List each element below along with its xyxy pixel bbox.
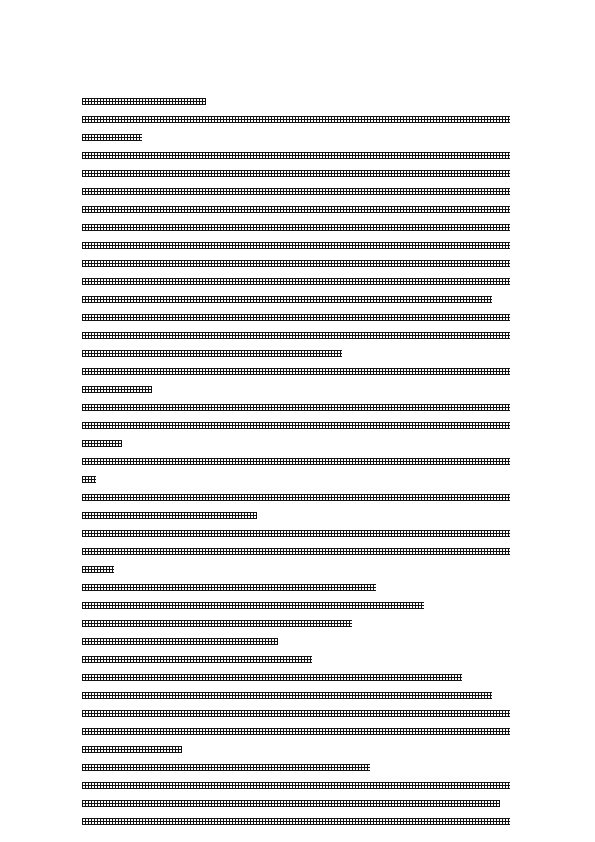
text-line xyxy=(82,112,510,128)
text-line xyxy=(82,292,510,308)
text-line xyxy=(82,760,510,776)
text-line xyxy=(82,364,510,380)
text-line xyxy=(82,814,510,830)
text-line xyxy=(82,238,510,254)
text-line xyxy=(82,220,510,236)
text-line xyxy=(82,724,510,740)
text-line xyxy=(82,634,510,650)
text-line xyxy=(82,346,510,362)
text-line xyxy=(82,580,510,596)
text-line xyxy=(82,382,510,398)
text-line xyxy=(82,472,510,488)
text-line xyxy=(82,436,510,452)
text-line xyxy=(82,202,510,218)
text-line xyxy=(82,598,510,614)
text-line xyxy=(82,562,510,578)
text-line xyxy=(82,274,510,290)
text-line xyxy=(82,418,510,434)
text-line xyxy=(82,400,510,416)
text-line xyxy=(82,454,510,470)
text-line xyxy=(82,310,510,326)
text-line xyxy=(82,544,510,560)
text-line xyxy=(82,508,510,524)
text-line xyxy=(82,256,510,272)
text-line xyxy=(82,490,510,506)
text-line xyxy=(82,670,510,686)
text-line xyxy=(82,328,510,344)
text-line xyxy=(82,796,510,812)
text-line xyxy=(82,652,510,668)
text-line xyxy=(82,166,510,182)
text-body xyxy=(82,94,510,832)
heading-line xyxy=(82,94,510,110)
text-line xyxy=(82,130,510,146)
text-line xyxy=(82,688,510,704)
text-line xyxy=(82,184,510,200)
text-line xyxy=(82,148,510,164)
text-line xyxy=(82,526,510,542)
text-line xyxy=(82,778,510,794)
text-line xyxy=(82,616,510,632)
text-line xyxy=(82,742,510,758)
text-line xyxy=(82,706,510,722)
